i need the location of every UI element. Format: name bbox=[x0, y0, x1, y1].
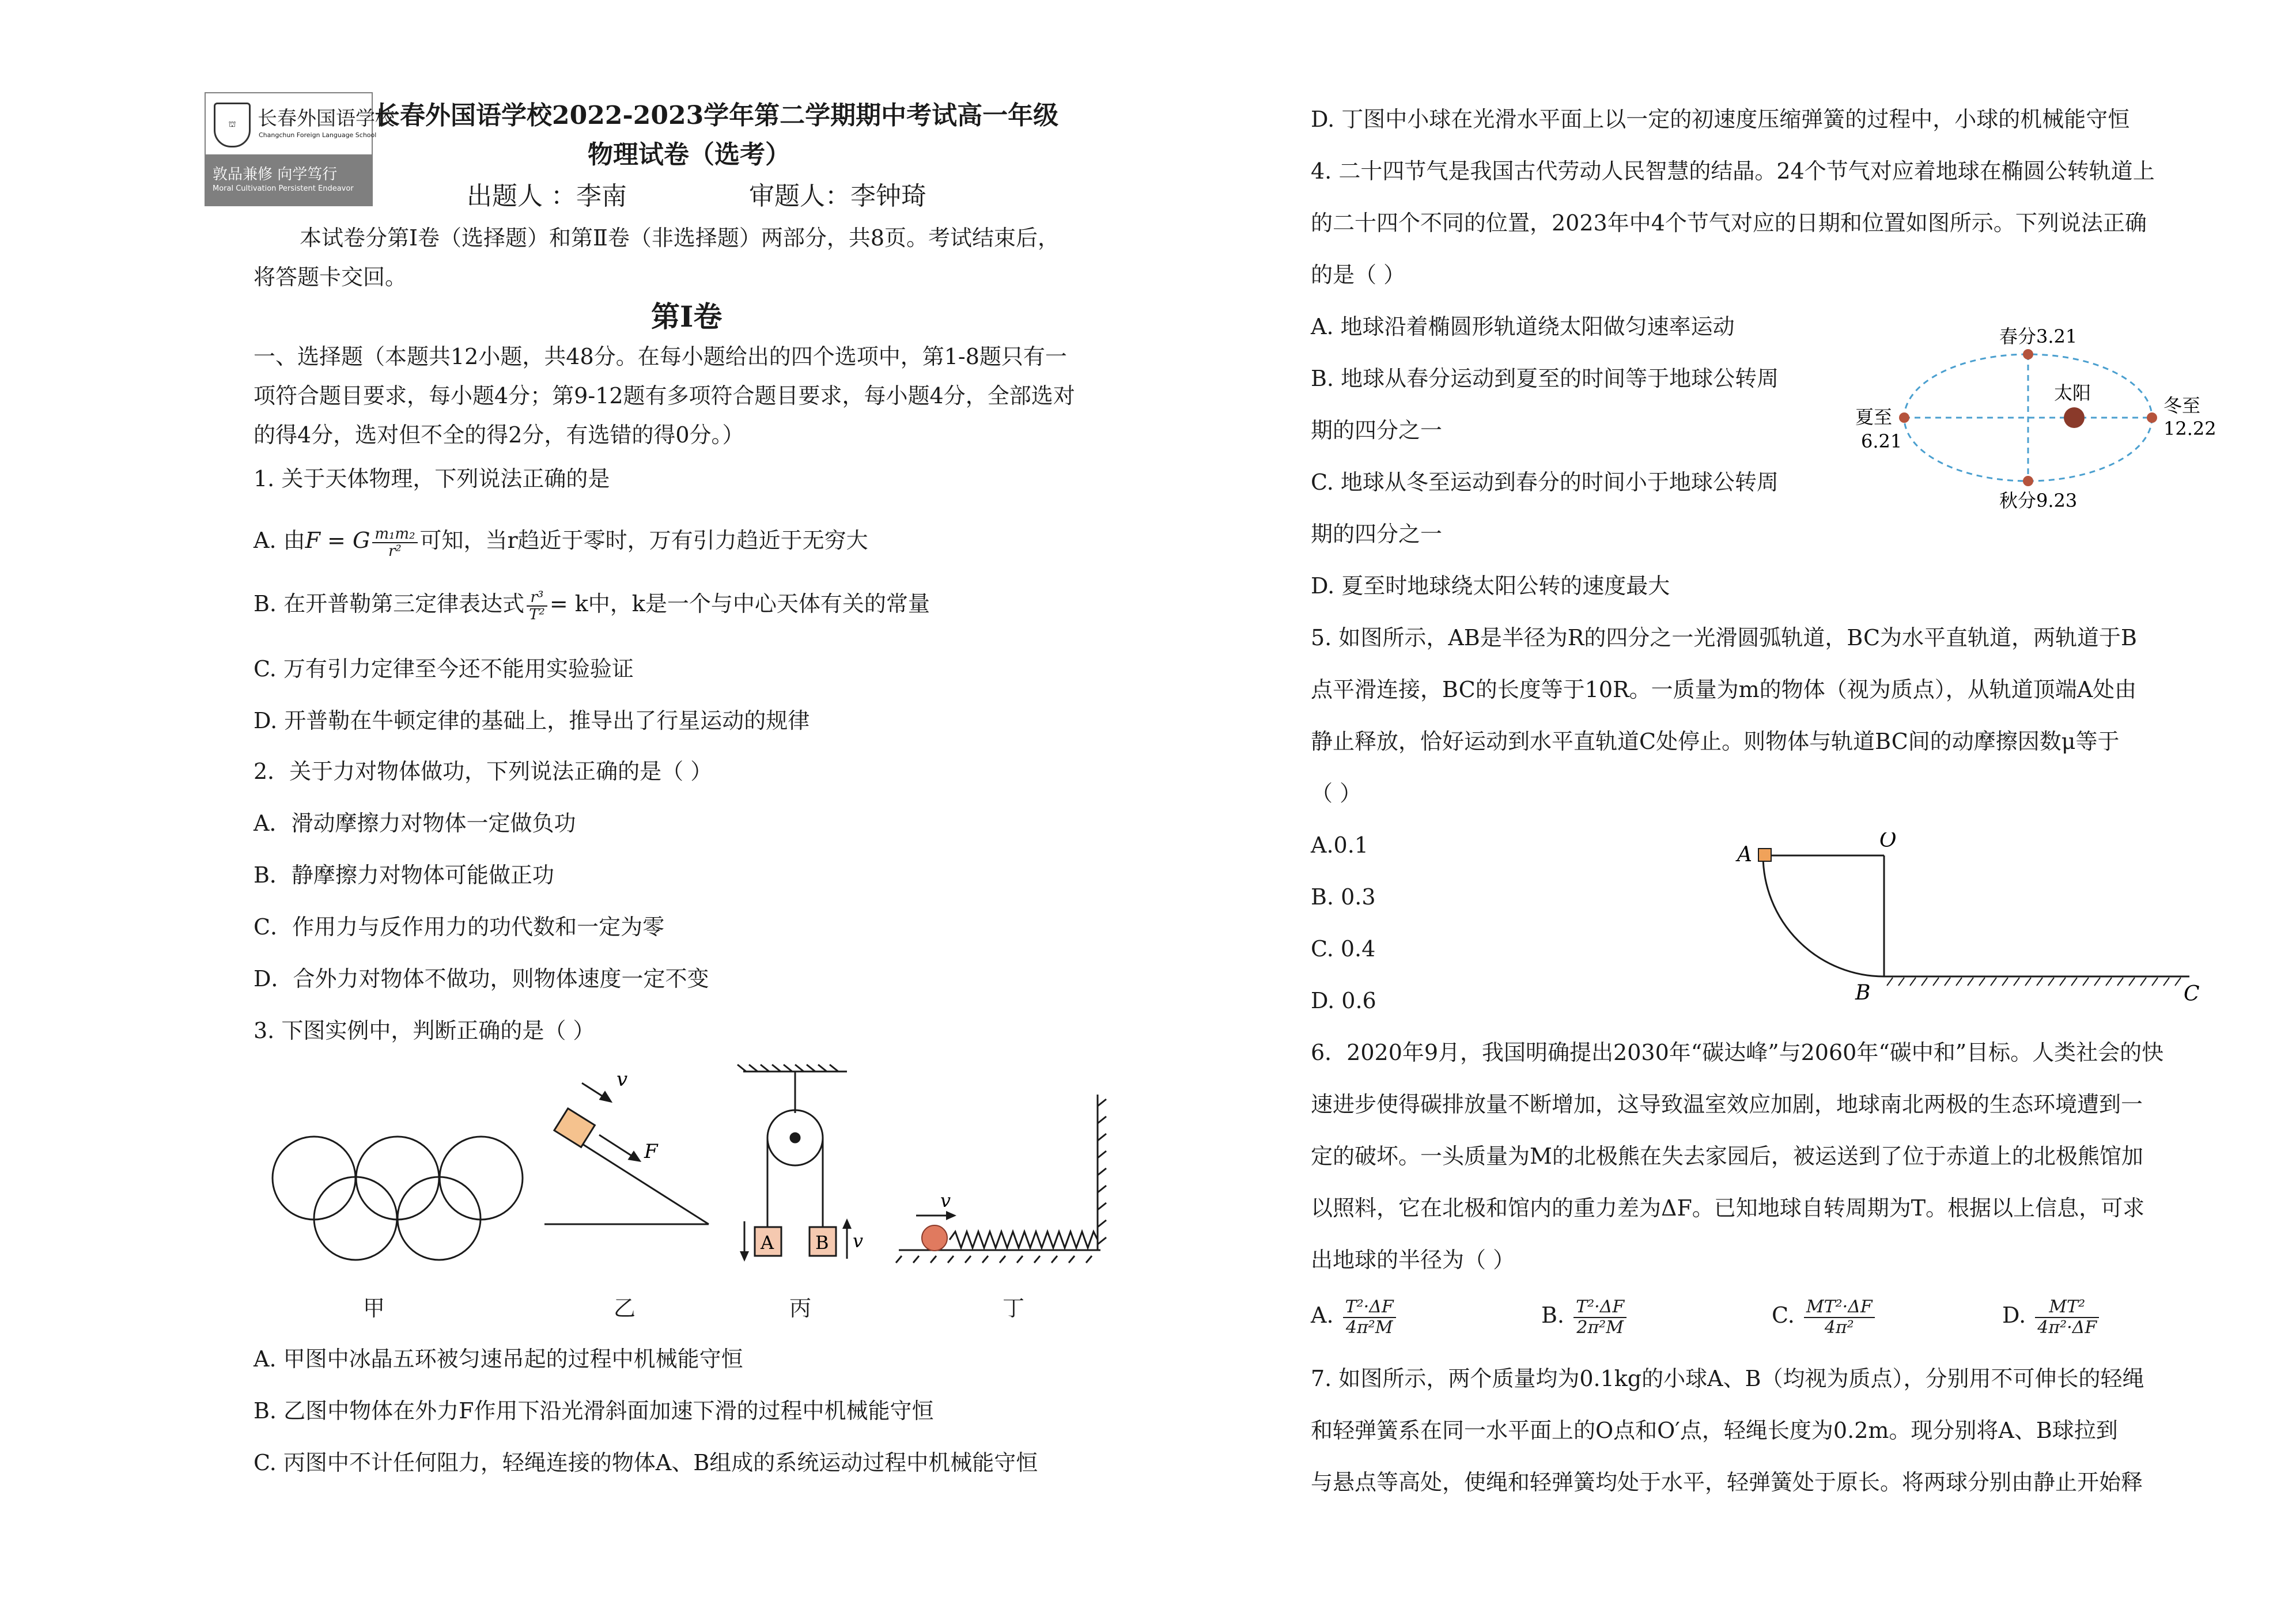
author: 出题人 ：李南 bbox=[467, 181, 627, 211]
q6-option-a: A. $\frac{\text{T²·ΔF}}{\text{4π²M}}$ bbox=[1311, 1295, 1398, 1338]
fig-label-yi: 乙 bbox=[614, 1296, 636, 1321]
q6-option-d: D. $\frac{\text{MT²}}{\text{4π²·ΔF}}$ bbox=[2002, 1295, 2101, 1338]
intro-line-1: 本试卷分第Ⅰ卷（选择题）和第Ⅱ卷（非选择题）两部分，共8页。考试结束后， bbox=[300, 225, 1060, 251]
fig-label-ding: 丁 bbox=[1003, 1296, 1025, 1321]
q5-stem-2: 点平滑连接，BC的长度等于10R。一质量为m的物体（视为质点），从轨道顶端A处由 bbox=[1311, 677, 2137, 702]
summer-solstice-point bbox=[1899, 412, 1909, 423]
exam-subtitle: 物理试卷（选考） bbox=[588, 140, 790, 169]
q5-stem-4: （ ） bbox=[1311, 781, 1362, 806]
q3-stem: 3. 下图实例中，判断正确的是（ ） bbox=[254, 1018, 595, 1043]
q2-stem: 2．关于力对物体做功，下列说法正确的是（ ） bbox=[254, 759, 713, 784]
spring-ball bbox=[922, 1225, 947, 1251]
school-logo bbox=[205, 92, 395, 206]
logo-school-name-en: Changchun Foreign Language School bbox=[259, 131, 377, 139]
logo-motto-en: Moral Cultivation Persistent Endeavor bbox=[213, 184, 354, 193]
incline-diagram bbox=[544, 1083, 709, 1224]
incline-v-label: v bbox=[616, 1068, 628, 1091]
q4-option-c-1: C. 地球从冬至运动到春分的时间小于地球公转周 bbox=[1311, 470, 1779, 495]
spring-v-label: v bbox=[940, 1190, 951, 1212]
summer-label: 夏至 bbox=[1855, 406, 1893, 428]
q5-track-figure bbox=[1728, 832, 2201, 1005]
q3-option-a: A. 甲图中冰晶五环被匀速吊起的过程中机械能守恒 bbox=[254, 1346, 743, 1372]
logo-header bbox=[205, 92, 395, 156]
q6-stem-3: 定的破坏。一头质量为M的北极熊在失去家园后，被运送到了位于赤道上的北极熊馆加 bbox=[1311, 1144, 2143, 1169]
q4-option-c-2: 期的四分之一 bbox=[1311, 521, 1443, 547]
incline-F-label: F bbox=[644, 1140, 658, 1163]
pulley-A-label: A bbox=[761, 1232, 774, 1254]
instructions-line-1: 一、选择题（本题共12小题，共48分。在每小题给出的四个选项中，第1-8题只有一 bbox=[254, 344, 1067, 369]
pulley-B-label: B bbox=[815, 1232, 829, 1254]
intro-line-2: 将答题卡交回。 bbox=[254, 264, 407, 290]
spring-label: 春分3.21 bbox=[1999, 325, 2078, 347]
exam-title: 长春外国语学校2022-2023学年第二学期期中考试高一年级 bbox=[375, 101, 1059, 130]
q3-option-d: D. 丁图中小球在光滑水平面上以一定的初速度压缩弹簧的过程中，小球的机械能守恒 bbox=[1311, 107, 2130, 132]
winter-label: 冬至 bbox=[2163, 395, 2201, 417]
section-title: 第Ⅰ卷 bbox=[651, 300, 723, 334]
autumn-equinox-point bbox=[2023, 476, 2033, 486]
school-emblem-icon: ⛫ bbox=[214, 103, 251, 147]
fig-label-bing: 丙 bbox=[789, 1296, 812, 1321]
reviewer: 审题人：李钟琦 bbox=[749, 181, 926, 211]
point-A-label: A bbox=[1737, 843, 1752, 866]
pulley-v-label: v bbox=[853, 1230, 864, 1252]
q1-option-a: A. 由F = G $\frac{\text{m₁m₂}}{\text{r²}}$ 可知，当r趋近于零时，万有引力趋近于无穷大 bbox=[254, 525, 868, 560]
q2-option-a: A．滑动摩擦力对物体一定做负功 bbox=[254, 811, 576, 836]
q2-option-b: B．静摩擦力对物体可能做正功 bbox=[254, 862, 554, 888]
point-O-label: O bbox=[1879, 832, 1897, 852]
q4-option-a: A. 地球沿着椭圆形轨道绕太阳做匀速率运动 bbox=[1311, 314, 1735, 339]
block-at-A bbox=[1758, 849, 1771, 861]
q5-option-d: D. 0.6 bbox=[1311, 988, 1376, 1013]
q6-stem-2: 速进步使得碳排放量不断增加，这导致温室效应加剧，地球南北两极的生态环境遭到一 bbox=[1311, 1092, 2143, 1117]
q6-option-c: C. $\frac{\text{MT²·ΔF}}{\text{4π²}}$ bbox=[1772, 1295, 1877, 1338]
point-B-label: B bbox=[1855, 981, 1871, 1005]
q6-option-b: B. $\frac{\text{T²·ΔF}}{\text{2π²M}}$ bbox=[1541, 1295, 1629, 1338]
q3-option-b: B. 乙图中物体在外力F作用下沿光滑斜面加速下滑的过程中机械能守恒 bbox=[254, 1398, 934, 1424]
sun-label: 太阳 bbox=[2054, 382, 2091, 404]
q2-option-d: D．合外力对物体不做功，则物体速度一定不变 bbox=[254, 966, 709, 991]
q6-stem-5: 出地球的半径为（ ） bbox=[1311, 1247, 1515, 1273]
q4-stem-2: 的二十四个不同的位置，2023年中4个节气对应的日期和位置如图所示。下列说法正确 bbox=[1311, 210, 2147, 236]
q4-option-b-1: B. 地球从春分运动到夏至的时间等于地球公转周 bbox=[1311, 366, 1779, 391]
q5-option-c: C. 0.4 bbox=[1311, 936, 1376, 961]
q4-option-b-2: 期的四分之一 bbox=[1311, 418, 1443, 443]
winter-date: 12.22 bbox=[2163, 418, 2216, 440]
winter-solstice-point bbox=[2147, 412, 2157, 423]
olympic-rings-diagram bbox=[273, 1137, 523, 1260]
q5-stem-3: 静止释放，恰好运动到水平直轨道C处停止。则物体与轨道BC间的动摩擦因数μ等于 bbox=[1311, 729, 2120, 754]
fig-label-jia: 甲 bbox=[363, 1296, 385, 1321]
summer-date: 6.21 bbox=[1861, 430, 1902, 452]
q1-option-d: D. 开普勒在牛顿定律的基础上，推导出了行星运动的规律 bbox=[254, 708, 810, 733]
q2-option-c: C．作用力与反作用力的功代数和一定为零 bbox=[254, 914, 665, 940]
spring-equinox-point bbox=[2023, 349, 2033, 359]
q6-stem-4: 以照料，它在北极和馆内的重力差为ΔF。已知地球自转周期为T。根据以上信息，可求 bbox=[1311, 1195, 2145, 1221]
pulley-diagram bbox=[737, 1065, 847, 1259]
q5-stem-1: 5. 如图所示，AB是半径为R的四分之一光滑圆弧轨道，BC为水平直轨道，两轨道于B bbox=[1311, 625, 2137, 650]
q7-stem-2: 和轻弹簧系在同一水平面上的O点和O′点，轻绳长度为0.2m。现分别将A、B球拉到 bbox=[1311, 1418, 2118, 1443]
q7-stem-1: 7. 如图所示，两个质量均为0.1kg的小球A、B（均视为质点），分别用不可伸长的轻绳 bbox=[1311, 1366, 2144, 1391]
q5-option-b: B. 0.3 bbox=[1311, 884, 1376, 910]
instructions-line-2: 项符合题目要求，每小题4分；第9-12题有多项符合题目要求，每小题4分，全部选对 bbox=[254, 383, 1075, 408]
instructions-line-3: 的得4分，选对但不全的得2分，有选错的得0分。） bbox=[254, 422, 744, 448]
q1-stem: 1. 关于天体物理，下列说法正确的是 bbox=[254, 466, 610, 491]
point-C-label: C bbox=[2184, 982, 2200, 1005]
q4-option-d: D. 夏至时地球绕太阳公转的速度最大 bbox=[1311, 573, 1670, 599]
sun-icon bbox=[2064, 407, 2085, 428]
q1-option-c: C. 万有引力定律至今还不能用实验验证 bbox=[254, 656, 634, 682]
logo-motto: 敦品兼修 向学笃行 bbox=[213, 166, 338, 183]
q3-option-c: C. 丙图中不计任何阻力，轻绳连接的物体A、B组成的系统运动过程中机械能守恒 bbox=[254, 1450, 1038, 1475]
autumn-label: 秋分9.23 bbox=[1999, 490, 2078, 512]
q5-option-a: A.0.1 bbox=[1311, 832, 1368, 858]
q6-stem-1: 6．2020年9月，我国明确提出2030年“碳达峰”与2060年“碳中和”目标。人类社会的快 bbox=[1311, 1040, 2164, 1065]
q1-option-b: B. 在开普勒第三定律表达式 $\frac{\text{r³}}{\text{T²}}$ = k中，k是一个与中心天体有关的常量 bbox=[254, 588, 930, 623]
q4-stem-1: 4. 二十四节气是我国古代劳动人民智慧的结晶。24个节气对应着地球在椭圆公转轨道上 bbox=[1311, 158, 2155, 184]
q4-orbit-figure bbox=[1844, 320, 2218, 516]
q4-stem-3: 的是（ ） bbox=[1311, 262, 1406, 287]
q7-stem-3: 与悬点等高处，使绳和轻弹簧均处于水平，轻弹簧处于原长。将两球分别由静止开始释 bbox=[1311, 1470, 2143, 1495]
logo-school-name: 长春外国语学校 bbox=[258, 107, 395, 130]
